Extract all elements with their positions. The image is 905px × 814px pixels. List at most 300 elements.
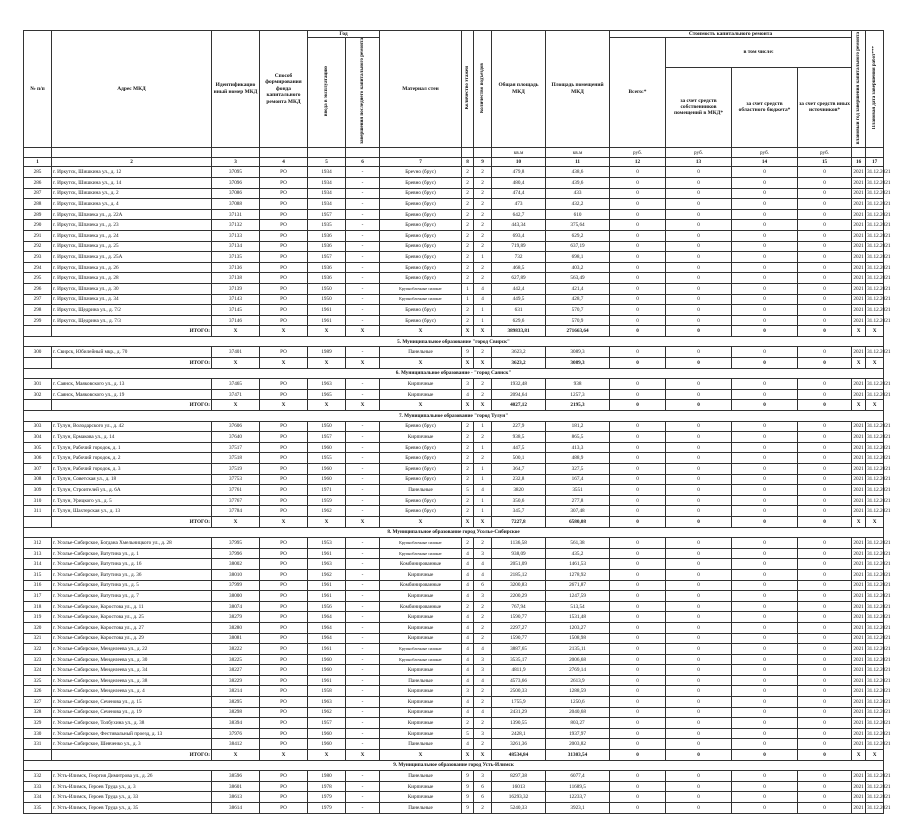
table-cell: 0 [666, 294, 732, 305]
table-cell: 0 [666, 686, 732, 697]
table-cell: 403,2 [546, 262, 610, 273]
table-cell: г. Усолье-Сибирское, Менделеева ул., д. 34 [52, 665, 212, 676]
table-cell: г. Усолье-Сибирское, Шевченко ул., д. 3 [52, 739, 212, 750]
table-cell: 1957 [308, 432, 346, 443]
table-cell: 0 [610, 771, 666, 782]
table-cell: 38613 [212, 792, 260, 803]
table-cell: 4 [474, 569, 492, 580]
table-cell: 0 [798, 516, 852, 527]
table-cell: 629,2 [546, 230, 610, 241]
table-row [24, 739, 884, 750]
table-cell: 0 [610, 718, 666, 729]
table-cell: 271663,64 [546, 326, 610, 337]
table-cell: 2021 [852, 739, 866, 750]
table-cell: РО [260, 803, 308, 814]
table-cell: 3 [474, 654, 492, 665]
table-cell: X [462, 516, 474, 527]
table-cell: 31.12.2021 [866, 389, 884, 400]
table-row [24, 305, 884, 316]
table-cell: РО [260, 485, 308, 496]
table-cell: Комбинированные [380, 601, 462, 612]
table-cell: 0 [610, 241, 666, 252]
table-cell: 11689,5 [546, 781, 610, 792]
table-cell: 0 [610, 442, 666, 453]
table-cell: РО [260, 305, 308, 316]
table-cell: 309 [24, 485, 52, 496]
table-cell: Кирпичные [380, 569, 462, 580]
table-cell: 0 [732, 177, 798, 188]
table-cell: 3535,17 [492, 654, 546, 665]
table-cell: 31.12.2021 [866, 474, 884, 485]
table-cell: 334 [24, 792, 52, 803]
section-header-row [24, 760, 884, 771]
table-cell: г. Иркутск, Шишкина ул., д. 4 [52, 199, 212, 210]
table-cell: г. Усть-Илимск, Героев Труда ул., д. 35 [52, 803, 212, 814]
table-cell: 0 [610, 421, 666, 432]
table-cell: 1932,48 [492, 379, 546, 390]
column-number: 17 [866, 158, 884, 167]
table-row [24, 622, 884, 633]
table-cell: г. Иркутск, Шпачека ул., д. 28 [52, 273, 212, 284]
table-cell: 0 [798, 421, 852, 432]
table-cell: г. Иркутск, Щедрина ул., д. 7/3 [52, 315, 212, 326]
table-cell: 2 [462, 252, 474, 263]
table-cell: 500,1 [492, 453, 546, 464]
table-cell: 2 [462, 177, 474, 188]
table-row [24, 538, 884, 549]
table-cell: 2021 [852, 538, 866, 549]
table-cell: 2 [474, 230, 492, 241]
table-cell: 0 [666, 464, 732, 475]
table-cell: 2 [462, 453, 474, 464]
table-cell: 938 [546, 379, 610, 390]
table-cell: X [212, 400, 260, 411]
table-cell: 31.12.2021 [866, 209, 884, 220]
table-cell: X [474, 326, 492, 337]
col-cost-group-header: Стоимость капитального ремонта [610, 31, 852, 38]
table-cell: 0 [610, 675, 666, 686]
col-entrances-header [474, 31, 492, 148]
table-cell: 2 [474, 538, 492, 549]
table-cell: Бревно (брус) [380, 188, 462, 199]
table-cell: 297 [24, 294, 52, 305]
table-cell: г. Иркутск, Шпачека ул., д. 24 [52, 230, 212, 241]
table-cell: 0 [732, 432, 798, 443]
table-cell: 38229 [212, 675, 260, 686]
table-cell: 31.12.2021 [866, 781, 884, 792]
table-cell: 2 [462, 188, 474, 199]
table-cell: 0 [666, 305, 732, 316]
table-cell: РО [260, 591, 308, 602]
table-cell: 0 [798, 241, 852, 252]
table-cell: 31.12.2021 [866, 559, 884, 570]
table-cell: X [852, 358, 866, 369]
table-cell: ИТОГО: [52, 358, 212, 369]
table-cell: Панельные [380, 803, 462, 814]
table-cell: X [462, 750, 474, 761]
table-header [24, 31, 884, 167]
table-cell: 1962 [308, 506, 346, 517]
table-cell: РО [260, 220, 308, 231]
table-cell: 0 [610, 644, 666, 655]
table-cell: Бревно (брус) [380, 506, 462, 517]
table-cell: 0 [732, 548, 798, 559]
table-cell: г. Тулун, Советская ул., д. 18 [52, 474, 212, 485]
table-cell: 2021 [852, 707, 866, 718]
unit-regional: руб. [732, 147, 798, 158]
table-cell: г. Иркутск, Шпачека ул., д. 23 [52, 220, 212, 231]
table-cell: 0 [610, 188, 666, 199]
table-cell: РО [260, 569, 308, 580]
table-cell: 37086 [212, 188, 260, 199]
table-cell: 289 [24, 209, 52, 220]
table-cell: 37976 [212, 728, 260, 739]
table-row [24, 686, 884, 697]
table-cell: 4 [462, 548, 474, 559]
table-cell: 1963 [308, 559, 346, 570]
table-cell: 328 [24, 707, 52, 718]
table-cell: 31.12.2021 [866, 432, 884, 443]
table-cell: 637,19 [546, 241, 610, 252]
table-cell: - [346, 241, 380, 252]
table-cell: 3820 [492, 485, 546, 496]
table-cell: 0 [732, 485, 798, 496]
col-premises-area-header: Площадь помещений МКД [546, 31, 610, 148]
table-cell: 293 [24, 252, 52, 263]
table-cell: 0 [732, 474, 798, 485]
table-cell: РО [260, 379, 308, 390]
table-cell: 305 [24, 442, 52, 453]
table-cell: 1 [474, 464, 492, 475]
table-cell: 0 [798, 379, 852, 390]
table-cell: 1590,77 [492, 633, 546, 644]
table-cell: 0 [666, 252, 732, 263]
section-header-row [24, 336, 884, 347]
table-cell: 0 [666, 230, 732, 241]
table-cell: 2 [474, 612, 492, 623]
table-cell: Кирпичные [380, 707, 462, 718]
table-cell: 2 [462, 506, 474, 517]
table-cell: 2 [474, 220, 492, 231]
table-cell: 1959 [308, 495, 346, 506]
table-cell: 0 [732, 750, 798, 761]
table-cell: 317 [24, 591, 52, 602]
table-row [24, 474, 884, 485]
table-cell: 320 [24, 622, 52, 633]
table-cell: 0 [666, 665, 732, 676]
table-cell: 37139 [212, 283, 260, 294]
table-cell: 0 [610, 506, 666, 517]
table-cell: 0 [610, 781, 666, 792]
table-cell: 2021 [852, 188, 866, 199]
table-cell: 7227,8 [492, 516, 546, 527]
table-cell [24, 400, 52, 411]
table-cell: г. Усть-Илимск, Героев Труда ул., д. 33 [52, 792, 212, 803]
table-cell: 0 [798, 432, 852, 443]
table-cell: РО [260, 548, 308, 559]
table-cell: 0 [798, 305, 852, 316]
table-cell: 0 [666, 559, 732, 570]
table-cell: 865,5 [546, 432, 610, 443]
table-cell: 1590,77 [492, 612, 546, 623]
table-cell: 0 [610, 697, 666, 708]
table-cell: 3623,2 [492, 347, 546, 358]
table-cell: 0 [666, 485, 732, 496]
table-row [24, 167, 884, 178]
table-cell: 314 [24, 559, 52, 570]
table-cell: 37518 [212, 453, 260, 464]
table-row [24, 220, 884, 231]
table-cell: 2021 [852, 622, 866, 633]
table-cell: X [380, 358, 462, 369]
table-cell: 0 [666, 506, 732, 517]
table-cell: 0 [732, 199, 798, 210]
table-cell: 323 [24, 654, 52, 665]
table-cell: 1935 [308, 220, 346, 231]
repair-plan-table [23, 30, 891, 814]
table-cell: РО [260, 718, 308, 729]
table-cell: 38081 [212, 633, 260, 644]
table-cell: 304 [24, 432, 52, 443]
table-cell: - [346, 591, 380, 602]
table-row [24, 283, 884, 294]
table-cell: 2 [474, 262, 492, 273]
table-cell: 1 [462, 294, 474, 305]
table-cell: 312 [24, 538, 52, 549]
table-cell: - [346, 453, 380, 464]
table-cell: 1961 [308, 591, 346, 602]
table-cell: - [346, 177, 380, 188]
table-cell: РО [260, 421, 308, 432]
table-cell: 0 [732, 220, 798, 231]
table-row [24, 273, 884, 284]
table-cell [24, 326, 52, 337]
table-cell: 0 [666, 273, 732, 284]
table-cell: 3 [474, 591, 492, 602]
table-cell: 2021 [852, 601, 866, 612]
table-cell: Бревно (брус) [380, 241, 462, 252]
table-cell: ИТОГО: [52, 326, 212, 337]
col-method-header: Способ формирования фонда капитального ремонта МКД [260, 31, 308, 148]
table-cell: 1960 [308, 728, 346, 739]
table-cell: 0 [732, 188, 798, 199]
table-cell: 2021 [852, 495, 866, 506]
table-cell: 2021 [852, 506, 866, 517]
table-cell: 449,5 [492, 294, 546, 305]
table-cell: - [346, 569, 380, 580]
table-cell: 350,6 [492, 495, 546, 506]
table-row [24, 315, 884, 326]
table-cell: 31.12.2021 [866, 792, 884, 803]
table-cell: 0 [666, 781, 732, 792]
table-cell: 1962 [308, 707, 346, 718]
table-cell: 4 [474, 294, 492, 305]
table-cell: г. Иркутск, Шпачека ул., д. 22А [52, 209, 212, 220]
table-cell: - [346, 442, 380, 453]
table-cell: г. Иркутск, Шишкина ул., д. 2 [52, 188, 212, 199]
table-row [24, 495, 884, 506]
table-cell: 0 [666, 803, 732, 814]
table-cell: 2021 [852, 167, 866, 178]
table-cell: - [346, 421, 380, 432]
table-cell: 37606 [212, 421, 260, 432]
table-cell: 2 [474, 739, 492, 750]
table-cell: 4 [462, 559, 474, 570]
table-cell: г. Усолье-Сибирское, Толбухина ул., д. 38 [52, 718, 212, 729]
table-cell: Бревно (брус) [380, 273, 462, 284]
table-cell: 31.12.2021 [866, 771, 884, 782]
table-cell: РО [260, 177, 308, 188]
table-cell: 1390,55 [492, 718, 546, 729]
table-cell: 0 [732, 167, 798, 178]
table-cell: 0 [610, 569, 666, 580]
table-cell: 0 [732, 644, 798, 655]
table-cell: г. Усолье-Сибирское, Менделеева ул., д. 38 [52, 675, 212, 686]
table-cell: 4 [474, 559, 492, 570]
table-cell: 1531,48 [546, 612, 610, 623]
table-cell: 2021 [852, 569, 866, 580]
table-cell: 2500,33 [492, 686, 546, 697]
total-row [24, 750, 884, 761]
table-cell: 1956 [308, 601, 346, 612]
table-cell: 2003,82 [546, 739, 610, 750]
table-cell: РО [260, 315, 308, 326]
table-cell: X [308, 326, 346, 337]
table-cell: 2 [462, 538, 474, 549]
table-cell: 16293,32 [492, 792, 546, 803]
table-cell: г. Тулун, Строителей ул., д. 6А [52, 485, 212, 496]
table-cell: 0 [610, 591, 666, 602]
table-row [24, 803, 884, 814]
table-cell: 292 [24, 241, 52, 252]
table-cell: 37401 [212, 347, 260, 358]
table-cell: 0 [798, 273, 852, 284]
table-cell: 0 [610, 485, 666, 496]
table-cell: Бревно (брус) [380, 220, 462, 231]
table-cell: РО [260, 675, 308, 686]
table-cell: X [474, 400, 492, 411]
table-cell: - [346, 633, 380, 644]
table-cell: 2021 [852, 283, 866, 294]
table-cell: X [212, 358, 260, 369]
table-cell: 0 [732, 718, 798, 729]
table-cell: 2431,29 [492, 707, 546, 718]
table-cell: 2021 [852, 548, 866, 559]
column-number: 5 [308, 158, 346, 167]
table-cell: Кирпичные [380, 432, 462, 443]
table-cell: X [474, 516, 492, 527]
table-cell: 0 [798, 739, 852, 750]
table-cell: 4 [462, 569, 474, 580]
table-cell: 2 [462, 432, 474, 443]
table-cell: 295 [24, 273, 52, 284]
table-cell: 0 [732, 209, 798, 220]
column-number: 7 [380, 158, 462, 167]
col-address-header: Адрес МКД [52, 31, 212, 148]
table-cell: 0 [732, 697, 798, 708]
table-cell: РО [260, 686, 308, 697]
table-cell: 0 [666, 474, 732, 485]
table-cell: 0 [798, 633, 852, 644]
table-cell: г. Иркутск, Шпачека ул., д. 25А [52, 252, 212, 263]
table-cell: 6 [474, 580, 492, 591]
table-cell: - [346, 432, 380, 443]
table-row [24, 421, 884, 432]
table-cell: 181,2 [546, 421, 610, 432]
table-cell: 2021 [852, 771, 866, 782]
table-cell: 31.12.2021 [866, 177, 884, 188]
table-cell: 4811,9 [492, 665, 546, 676]
table-cell: X [380, 750, 462, 761]
table-cell: РО [260, 188, 308, 199]
table-cell: 31.12.2021 [866, 622, 884, 633]
table-cell: РО [260, 273, 308, 284]
table-cell: 1950 [308, 421, 346, 432]
table-cell: 0 [666, 654, 732, 665]
table-cell: 0 [666, 728, 732, 739]
table-cell: 38000 [212, 591, 260, 602]
table-cell: 0 [610, 326, 666, 337]
table-cell: 4 [462, 612, 474, 623]
table-cell: 1960 [308, 442, 346, 453]
table-cell: РО [260, 580, 308, 591]
table-cell: 0 [732, 241, 798, 252]
table-cell: 1 [474, 474, 492, 485]
table-cell: Комбинированные [380, 580, 462, 591]
table-cell: 0 [666, 633, 732, 644]
table-cell: 2051,09 [492, 559, 546, 570]
table-cell: 332 [24, 771, 52, 782]
table-cell: X [380, 400, 462, 411]
table-cell: - [346, 771, 380, 782]
table-cell: 9 [462, 781, 474, 792]
table-cell: 2 [462, 220, 474, 231]
table-cell: 2297,27 [492, 622, 546, 633]
table-cell: Кирпичные [380, 718, 462, 729]
table-cell: 2428,1 [492, 728, 546, 739]
table-cell: 311 [24, 506, 52, 517]
table-cell: 2040,68 [546, 707, 610, 718]
table-cell: X [260, 326, 308, 337]
table-cell: 333 [24, 781, 52, 792]
table-cell: 316 [24, 580, 52, 591]
table-cell: 0 [610, 612, 666, 623]
table-cell: Крупноблочные силикат [380, 644, 462, 655]
floors-label: Количество этажей [464, 65, 470, 110]
table-cell: Крупноблочные силикат [380, 538, 462, 549]
table-cell: РО [260, 167, 308, 178]
table-cell: РО [260, 262, 308, 273]
table-cell: 329 [24, 718, 52, 729]
table-cell: X [212, 326, 260, 337]
table-cell: 0 [610, 580, 666, 591]
table-cell: г. Иркутск, Шпачека ул., д. 34 [52, 294, 212, 305]
table-cell: г. Тулун, Шахтерская ул., д. 13 [52, 506, 212, 517]
table-cell: 0 [610, 464, 666, 475]
table-cell: 31.12.2021 [866, 442, 884, 453]
table-row [24, 199, 884, 210]
table-cell: Кирпичные [380, 792, 462, 803]
table-cell: РО [260, 538, 308, 549]
table-cell: 2021 [852, 273, 866, 284]
table-cell: 31.12.2021 [866, 601, 884, 612]
table-cell: 1950 [308, 283, 346, 294]
table-cell: - [346, 464, 380, 475]
table-cell: Кирпичные [380, 728, 462, 739]
table-cell: г. Иркутск, Шпачека ул., д. 30 [52, 283, 212, 294]
table-cell: 2195,3 [546, 400, 610, 411]
table-cell: 307 [24, 464, 52, 475]
